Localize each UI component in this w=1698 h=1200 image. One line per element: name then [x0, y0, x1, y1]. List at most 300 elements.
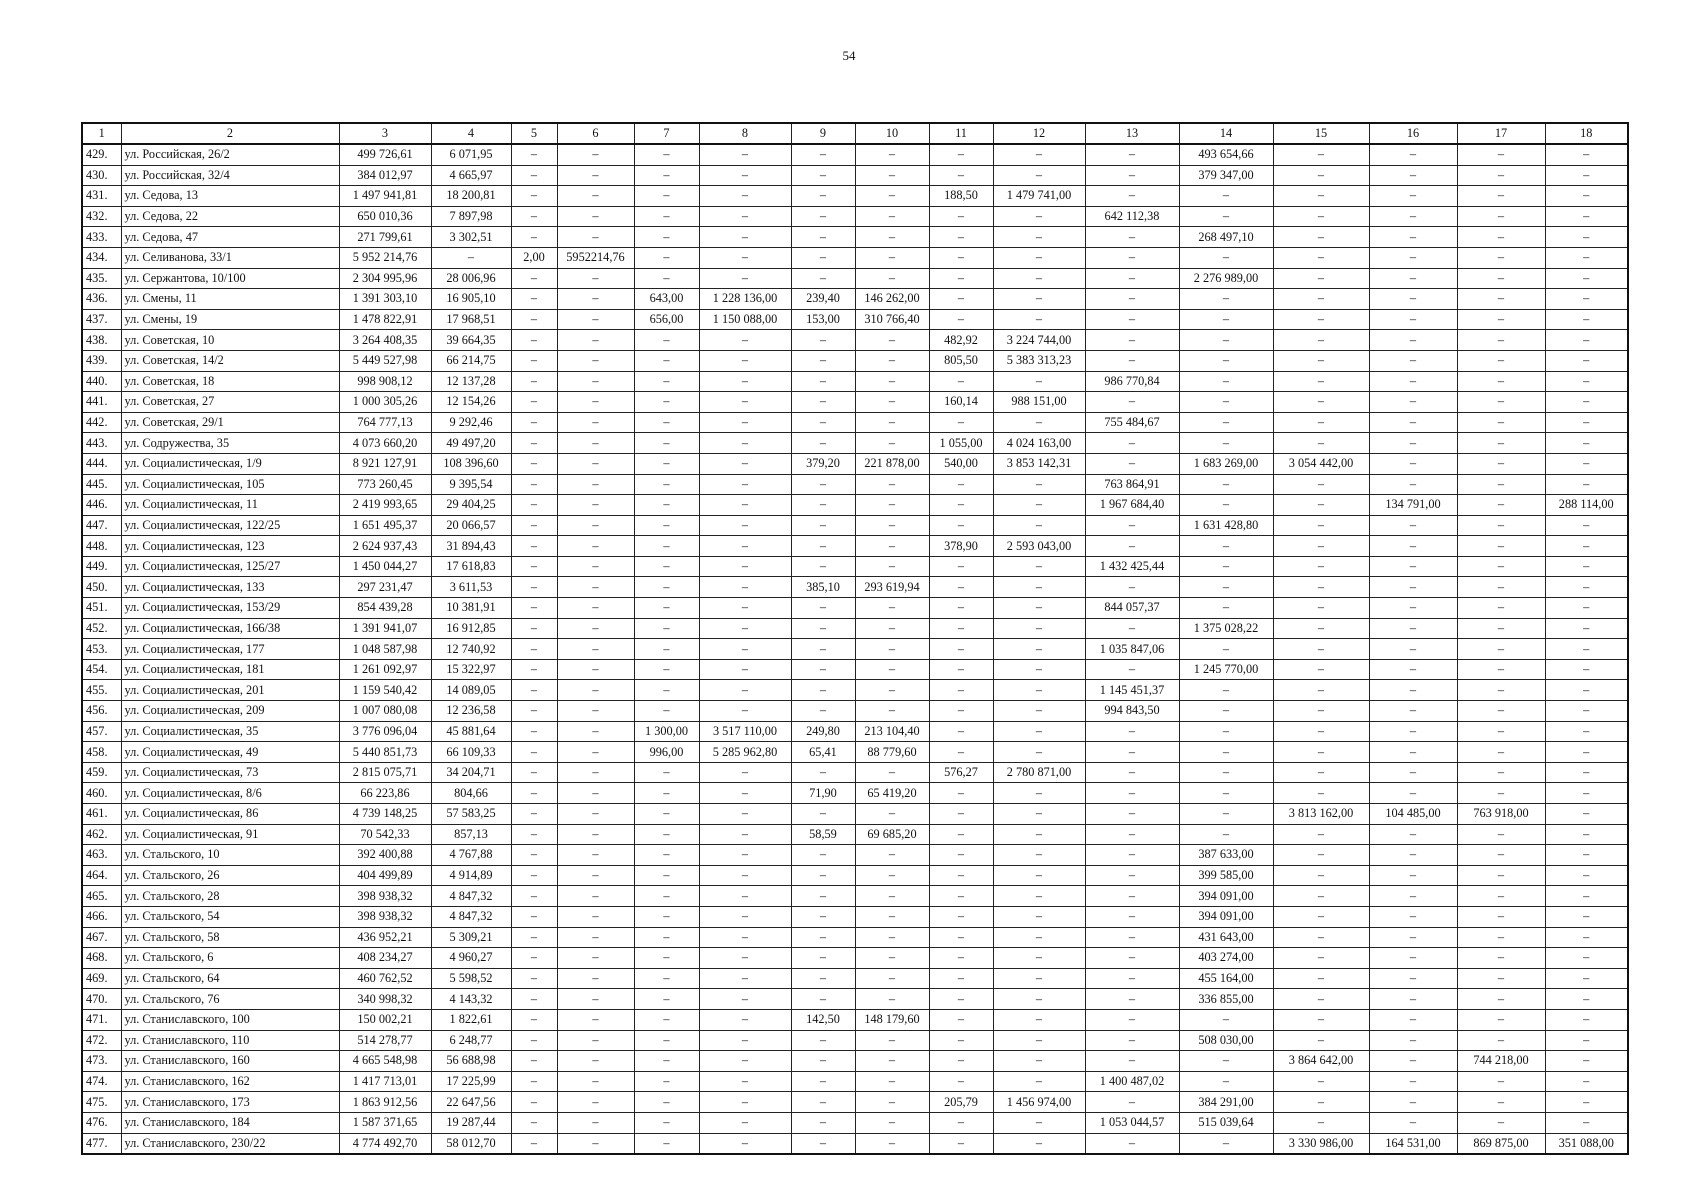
value-cell: – [855, 165, 929, 186]
value-cell: 385,10 [791, 577, 855, 598]
value-cell: – [1369, 906, 1457, 927]
value-cell: 49 497,20 [431, 433, 511, 454]
value-cell: 4 847,32 [431, 886, 511, 907]
value-cell: – [1457, 865, 1545, 886]
value-cell: – [929, 1009, 993, 1030]
value-cell: – [855, 1092, 929, 1113]
value-cell: 1 035 847,06 [1085, 639, 1179, 660]
value-cell: – [1273, 1112, 1369, 1133]
value-cell: – [1179, 392, 1273, 413]
value-cell: 148 179,60 [855, 1009, 929, 1030]
table-row [82, 577, 1628, 598]
address-cell: ул. Социалистическая, 133 [121, 577, 339, 598]
value-cell: – [557, 165, 634, 186]
value-cell: – [634, 515, 699, 536]
value-cell: 66 109,33 [431, 742, 511, 763]
value-cell: – [791, 845, 855, 866]
value-cell: – [699, 804, 791, 825]
table-row [82, 906, 1628, 927]
value-cell: 10 381,91 [431, 598, 511, 619]
table-row [82, 144, 1628, 165]
value-cell: 642 112,38 [1085, 206, 1179, 227]
value-cell: – [1273, 1030, 1369, 1051]
value-cell: – [511, 906, 557, 927]
value-cell: 994 843,50 [1085, 701, 1179, 722]
row-number-cell: 468. [82, 948, 121, 969]
row-number-cell: 475. [82, 1092, 121, 1113]
value-cell: – [699, 247, 791, 268]
value-cell: – [634, 206, 699, 227]
value-cell: – [1085, 762, 1179, 783]
value-cell: 268 497,10 [1179, 227, 1273, 248]
value-cell: 988 151,00 [993, 392, 1085, 413]
value-cell: – [511, 865, 557, 886]
value-cell: – [929, 1030, 993, 1051]
value-cell: – [1545, 721, 1628, 742]
value-cell: 108 396,60 [431, 453, 511, 474]
value-cell: 404 499,89 [339, 865, 431, 886]
value-cell: – [634, 186, 699, 207]
value-cell: – [929, 515, 993, 536]
row-number-cell: 473. [82, 1051, 121, 1072]
value-cell: 1 150 088,00 [699, 309, 791, 330]
value-cell: – [1179, 433, 1273, 454]
value-cell: 340 998,32 [339, 989, 431, 1010]
value-cell: 408 234,27 [339, 948, 431, 969]
row-number-cell: 470. [82, 989, 121, 1010]
value-cell: – [1369, 350, 1457, 371]
value-cell: – [791, 144, 855, 165]
value-cell: – [1179, 206, 1273, 227]
value-cell: – [1545, 804, 1628, 825]
value-cell: 1 048 587,98 [339, 639, 431, 660]
value-cell: – [1179, 598, 1273, 619]
value-cell: – [699, 1133, 791, 1154]
value-cell: 1 053 044,57 [1085, 1112, 1179, 1133]
value-cell: – [634, 968, 699, 989]
address-cell: ул. Социалистическая, 105 [121, 474, 339, 495]
value-cell: 3 853 142,31 [993, 453, 1085, 474]
value-cell: – [993, 845, 1085, 866]
value-cell: 1 863 912,56 [339, 1092, 431, 1113]
value-cell: 70 542,33 [339, 824, 431, 845]
value-cell: – [557, 289, 634, 310]
value-cell: – [1273, 309, 1369, 330]
value-cell: – [1273, 350, 1369, 371]
value-cell: 221 878,00 [855, 453, 929, 474]
value-cell: 134 791,00 [1369, 495, 1457, 516]
value-cell: – [1085, 783, 1179, 804]
value-cell: 3 517 110,00 [699, 721, 791, 742]
value-cell: – [1369, 474, 1457, 495]
table-row [82, 783, 1628, 804]
value-cell: – [791, 412, 855, 433]
value-cell: – [1545, 433, 1628, 454]
value-cell: – [634, 350, 699, 371]
value-cell: – [1369, 824, 1457, 845]
value-cell: – [1273, 742, 1369, 763]
value-cell: – [1085, 289, 1179, 310]
value-cell: – [993, 1112, 1085, 1133]
value-cell: 1 967 684,40 [1085, 495, 1179, 516]
value-cell: – [1369, 1030, 1457, 1051]
value-cell: – [1457, 701, 1545, 722]
value-cell: 12 154,26 [431, 392, 511, 413]
value-cell: – [634, 536, 699, 557]
value-cell: – [1545, 556, 1628, 577]
value-cell: – [1545, 927, 1628, 948]
address-cell: ул. Социалистическая, 49 [121, 742, 339, 763]
value-cell: – [1545, 247, 1628, 268]
table-row [82, 350, 1628, 371]
value-cell: – [1545, 742, 1628, 763]
value-cell: – [855, 330, 929, 351]
value-cell: – [1179, 1009, 1273, 1030]
value-cell: 1 479 741,00 [993, 186, 1085, 207]
row-number-cell: 429. [82, 144, 121, 165]
value-cell: – [855, 948, 929, 969]
value-cell: 403 274,00 [1179, 948, 1273, 969]
value-cell: – [1545, 165, 1628, 186]
value-cell: – [557, 144, 634, 165]
value-cell: 19 287,44 [431, 1112, 511, 1133]
value-cell: – [1085, 618, 1179, 639]
table-row [82, 268, 1628, 289]
value-cell: – [1369, 392, 1457, 413]
value-cell: – [1179, 721, 1273, 742]
value-cell: – [1085, 165, 1179, 186]
value-cell: – [855, 618, 929, 639]
value-cell: – [557, 618, 634, 639]
value-cell: – [791, 165, 855, 186]
value-cell: – [1545, 989, 1628, 1010]
value-cell: – [1273, 824, 1369, 845]
value-cell: – [634, 865, 699, 886]
value-cell: – [993, 659, 1085, 680]
value-cell: – [699, 989, 791, 1010]
column-header-7: 7 [634, 123, 699, 144]
value-cell: – [557, 453, 634, 474]
value-cell: 378,90 [929, 536, 993, 557]
address-cell: ул. Советская, 14/2 [121, 350, 339, 371]
address-cell: ул. Сержантова, 10/100 [121, 268, 339, 289]
value-cell: – [1369, 412, 1457, 433]
value-cell: – [1457, 330, 1545, 351]
value-cell: – [855, 906, 929, 927]
address-cell: ул. Российская, 26/2 [121, 144, 339, 165]
value-cell: 28 006,96 [431, 268, 511, 289]
row-number-cell: 477. [82, 1133, 121, 1154]
value-cell: – [1545, 762, 1628, 783]
value-cell: – [1273, 948, 1369, 969]
value-cell: – [1545, 1092, 1628, 1113]
value-cell: – [1085, 433, 1179, 454]
row-number-cell: 434. [82, 247, 121, 268]
value-cell: – [1369, 865, 1457, 886]
value-cell: – [1369, 1009, 1457, 1030]
row-number-cell: 430. [82, 165, 121, 186]
value-cell: – [993, 968, 1085, 989]
value-cell: – [929, 309, 993, 330]
value-cell: – [1545, 186, 1628, 207]
row-number-cell: 464. [82, 865, 121, 886]
table-row [82, 371, 1628, 392]
value-cell: 499 726,61 [339, 144, 431, 165]
value-cell: – [1273, 598, 1369, 619]
value-cell: – [1457, 227, 1545, 248]
value-cell: – [855, 659, 929, 680]
value-cell: – [511, 556, 557, 577]
value-cell: – [511, 1071, 557, 1092]
value-cell: – [634, 556, 699, 577]
address-cell: ул. Смены, 11 [121, 289, 339, 310]
value-cell: – [791, 680, 855, 701]
table-row [82, 639, 1628, 660]
value-cell: 4 024 163,00 [993, 433, 1085, 454]
value-cell: 804,66 [431, 783, 511, 804]
row-number-cell: 471. [82, 1009, 121, 1030]
value-cell: – [791, 865, 855, 886]
row-number-cell: 441. [82, 392, 121, 413]
value-cell: 5 952 214,76 [339, 247, 431, 268]
table-row [82, 948, 1628, 969]
value-cell: – [993, 804, 1085, 825]
address-cell: ул. Социалистическая, 181 [121, 659, 339, 680]
value-cell: – [634, 762, 699, 783]
value-cell: – [791, 433, 855, 454]
value-cell: – [1369, 598, 1457, 619]
value-cell: – [511, 536, 557, 557]
value-cell: – [1457, 495, 1545, 516]
value-cell: – [634, 701, 699, 722]
value-cell: – [993, 289, 1085, 310]
value-cell: – [1545, 330, 1628, 351]
value-cell: – [791, 1133, 855, 1154]
value-cell: – [557, 886, 634, 907]
row-number-cell: 438. [82, 330, 121, 351]
value-cell: – [791, 536, 855, 557]
value-cell: – [511, 1051, 557, 1072]
value-cell: – [634, 639, 699, 660]
value-cell: – [1273, 659, 1369, 680]
value-cell: 58 012,70 [431, 1133, 511, 1154]
row-number-cell: 450. [82, 577, 121, 598]
value-cell: – [1457, 350, 1545, 371]
value-cell: – [1369, 659, 1457, 680]
table-row [82, 536, 1628, 557]
value-cell: 1 456 974,00 [993, 1092, 1085, 1113]
value-cell: – [699, 371, 791, 392]
value-cell: – [1273, 412, 1369, 433]
value-cell: – [1457, 968, 1545, 989]
value-cell: – [855, 886, 929, 907]
value-cell: – [699, 1051, 791, 1072]
value-cell: – [791, 247, 855, 268]
value-cell: 164 531,00 [1369, 1133, 1457, 1154]
value-cell: 805,50 [929, 350, 993, 371]
value-cell: – [511, 948, 557, 969]
value-cell: – [634, 433, 699, 454]
value-cell: – [557, 1009, 634, 1030]
value-cell: – [634, 680, 699, 701]
value-cell: – [511, 412, 557, 433]
value-cell: 398 938,32 [339, 886, 431, 907]
value-cell: – [1179, 536, 1273, 557]
value-cell: – [557, 371, 634, 392]
value-cell: 104 485,00 [1369, 804, 1457, 825]
value-cell: 1 007 080,08 [339, 701, 431, 722]
row-number-cell: 476. [82, 1112, 121, 1133]
value-cell: 1 300,00 [634, 721, 699, 742]
value-cell: – [855, 804, 929, 825]
value-cell: 5 440 851,73 [339, 742, 431, 763]
value-cell: – [699, 783, 791, 804]
value-cell: – [634, 577, 699, 598]
value-cell: 869 875,00 [1457, 1133, 1545, 1154]
value-cell: – [1369, 577, 1457, 598]
value-cell: – [791, 1071, 855, 1092]
row-number-cell: 444. [82, 453, 121, 474]
value-cell: – [511, 804, 557, 825]
value-cell: – [1545, 1051, 1628, 1072]
table-row [82, 618, 1628, 639]
table-row [82, 392, 1628, 413]
value-cell: – [699, 227, 791, 248]
value-cell: – [993, 742, 1085, 763]
value-cell: – [1273, 144, 1369, 165]
value-cell: 5 449 527,98 [339, 350, 431, 371]
table-row [82, 1092, 1628, 1113]
value-cell: – [511, 783, 557, 804]
column-header-14: 14 [1179, 123, 1273, 144]
value-cell: – [557, 350, 634, 371]
value-cell: – [791, 1030, 855, 1051]
value-cell: – [929, 804, 993, 825]
value-cell: – [993, 1071, 1085, 1092]
value-cell: – [1179, 412, 1273, 433]
value-cell: – [929, 639, 993, 660]
value-cell: – [511, 1030, 557, 1051]
value-cell: – [929, 206, 993, 227]
value-cell: – [634, 1030, 699, 1051]
value-cell: 650 010,36 [339, 206, 431, 227]
value-cell: – [1273, 495, 1369, 516]
value-cell: – [855, 701, 929, 722]
value-cell: – [1085, 1133, 1179, 1154]
value-cell: – [557, 495, 634, 516]
value-cell: – [557, 906, 634, 927]
table-row [82, 412, 1628, 433]
value-cell: – [1369, 762, 1457, 783]
value-cell: – [699, 762, 791, 783]
table-row [82, 474, 1628, 495]
value-cell: – [929, 289, 993, 310]
value-cell: – [511, 639, 557, 660]
address-cell: ул. Стальского, 26 [121, 865, 339, 886]
address-cell: ул. Российская, 32/4 [121, 165, 339, 186]
value-cell: – [1085, 845, 1179, 866]
value-cell: – [511, 989, 557, 1010]
address-cell: ул. Седова, 13 [121, 186, 339, 207]
value-cell: – [699, 1071, 791, 1092]
row-number-cell: 453. [82, 639, 121, 660]
value-cell: – [1457, 762, 1545, 783]
value-cell: 1 417 713,01 [339, 1071, 431, 1092]
value-cell: – [699, 515, 791, 536]
value-cell: – [1457, 474, 1545, 495]
value-cell: 20 066,57 [431, 515, 511, 536]
value-cell: – [1545, 886, 1628, 907]
address-cell: ул. Советская, 27 [121, 392, 339, 413]
value-cell: – [1085, 1092, 1179, 1113]
page-number: 54 [842, 48, 856, 63]
value-cell: – [557, 804, 634, 825]
address-cell: ул. Социалистическая, 123 [121, 536, 339, 557]
table-row [82, 433, 1628, 454]
value-cell: 7 897,98 [431, 206, 511, 227]
value-cell: – [699, 392, 791, 413]
value-cell: – [557, 1071, 634, 1092]
value-cell: – [791, 350, 855, 371]
value-cell: – [1545, 453, 1628, 474]
value-cell: – [791, 227, 855, 248]
value-cell: – [1179, 474, 1273, 495]
value-cell: – [993, 474, 1085, 495]
value-cell: – [1369, 886, 1457, 907]
value-cell: 2 304 995,96 [339, 268, 431, 289]
table-row [82, 742, 1628, 763]
value-cell: – [511, 309, 557, 330]
value-cell: – [993, 1133, 1085, 1154]
table-row [82, 309, 1628, 330]
value-cell: – [699, 598, 791, 619]
table-row [82, 989, 1628, 1010]
value-cell: 4 143,32 [431, 989, 511, 1010]
value-cell: – [1085, 804, 1179, 825]
value-cell: – [791, 1112, 855, 1133]
value-cell: – [557, 412, 634, 433]
value-cell: – [791, 556, 855, 577]
value-cell: – [1085, 989, 1179, 1010]
value-cell: 1 000 305,26 [339, 392, 431, 413]
row-number-cell: 466. [82, 906, 121, 927]
value-cell: – [699, 186, 791, 207]
value-cell: – [1369, 206, 1457, 227]
value-cell: 1 631 428,80 [1179, 515, 1273, 536]
value-cell: 5 598,52 [431, 968, 511, 989]
value-cell: – [855, 515, 929, 536]
value-cell: – [1457, 144, 1545, 165]
value-cell: – [1545, 680, 1628, 701]
value-cell: – [855, 845, 929, 866]
value-cell: 384 012,97 [339, 165, 431, 186]
value-cell: – [557, 968, 634, 989]
table-body [82, 144, 1628, 1154]
value-cell: – [1273, 268, 1369, 289]
value-cell: 69 685,20 [855, 824, 929, 845]
value-cell: – [1457, 680, 1545, 701]
row-number-cell: 447. [82, 515, 121, 536]
value-cell: 1 497 941,81 [339, 186, 431, 207]
table-row [82, 165, 1628, 186]
row-number-cell: 446. [82, 495, 121, 516]
address-cell: ул. Социалистическая, 91 [121, 824, 339, 845]
address-cell: ул. Социалистическая, 153/29 [121, 598, 339, 619]
value-cell: – [791, 762, 855, 783]
value-cell: – [1545, 1071, 1628, 1092]
value-cell: – [1545, 845, 1628, 866]
value-cell: – [699, 330, 791, 351]
